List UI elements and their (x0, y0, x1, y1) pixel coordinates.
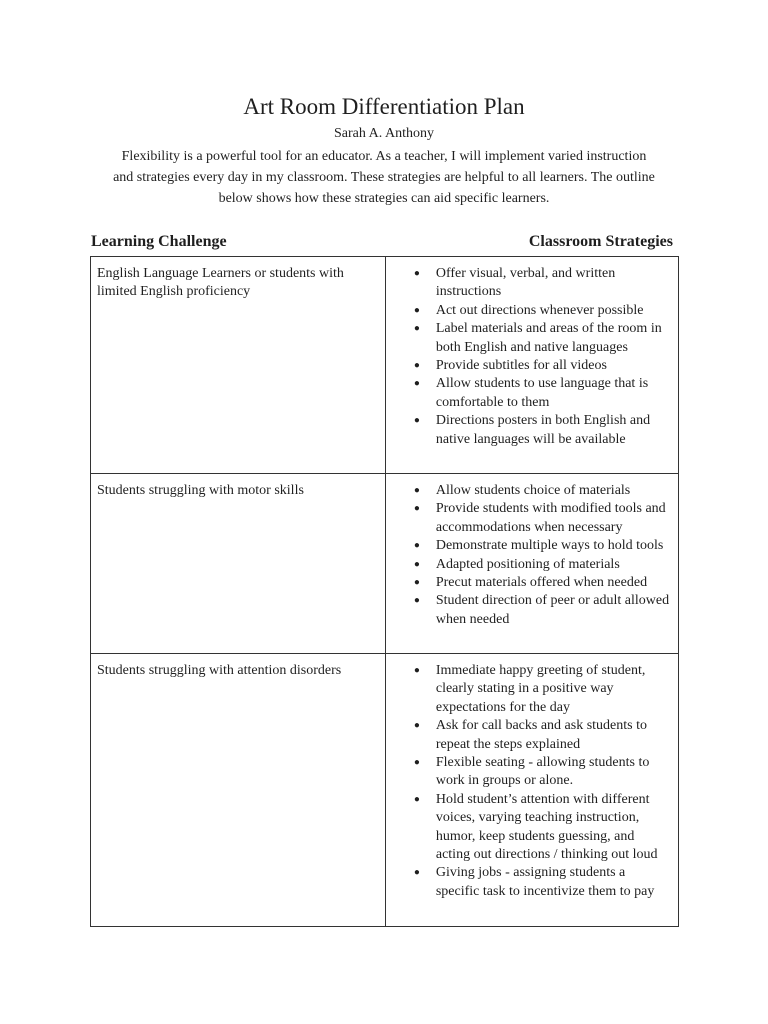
list-item (413, 357, 672, 375)
strategy-text: Offer visual, verbal, and written instructions (435, 266, 616, 300)
strategy-text: Directions posters in both English and native languages will be available (435, 413, 651, 447)
strategy-text: Precut materials offered when needed (435, 575, 648, 591)
bullet-icon: ● (413, 793, 420, 805)
strategy-list (386, 265, 672, 449)
challenge-cell (91, 474, 386, 654)
strategy-text: Immediate happy greeting of student, clearly stating in a positive way expectations for the day (435, 663, 646, 715)
challenge-cell (91, 257, 386, 474)
strategy-list (386, 662, 672, 901)
bullet-icon: ● (413, 378, 420, 390)
list-item (413, 592, 672, 629)
strategy-text: Demonstrate multiple ways to hold tools (435, 538, 664, 554)
list-item (413, 375, 672, 412)
table-row (91, 257, 679, 474)
bullet-icon: ● (413, 595, 420, 607)
learning-challenge-heading: Learning Challenge (91, 233, 227, 250)
bullet-icon: ● (413, 415, 420, 427)
list-item (413, 265, 672, 302)
challenge-text: Students struggling with attention disorders (97, 663, 342, 678)
strategy-text: Act out directions whenever possible (435, 302, 644, 318)
strategy-text: Allow students to use language that is comfortable to them (435, 376, 649, 410)
list-item (413, 320, 672, 357)
intro-line: Flexibility is a powerful tool for an educator. As a teacher, I will implement varied instruction (121, 149, 647, 164)
list-item (413, 482, 672, 500)
strategies-cell (385, 257, 678, 474)
page-title: Art Room Differentiation Plan (243, 94, 525, 119)
bullet-icon: ● (413, 665, 420, 676)
strategies-cell (385, 654, 678, 927)
intro-paragraph (84, 146, 684, 209)
strategies-cell (385, 474, 678, 654)
strategy-text: Provide subtitles for all videos (435, 358, 607, 374)
bullet-icon: ● (413, 757, 420, 769)
table-row (91, 654, 679, 927)
list-item (413, 556, 672, 574)
strategy-list (386, 482, 672, 629)
challenge-text: Students struggling with motor skills (97, 483, 304, 498)
differentiation-table (90, 256, 679, 927)
strategy-text: Allow students choice of materials (435, 483, 631, 498)
strategy-text: Giving jobs - assigning students a specific task to incentivize them to pay (435, 865, 655, 899)
bullet-icon: ● (413, 485, 420, 496)
list-item (413, 754, 672, 791)
bullet-icon: ● (413, 558, 420, 570)
bullet-icon: ● (413, 540, 420, 552)
bullet-icon: ● (413, 503, 420, 515)
author-name: Sarah A. Anthony (334, 126, 434, 141)
list-item (413, 412, 672, 449)
bullet-icon: ● (413, 268, 420, 279)
list-item (413, 500, 672, 537)
bullet-icon: ● (413, 867, 420, 879)
bullet-icon: ● (413, 360, 420, 372)
strategy-text: Ask for call backs and ask students to repeat the steps explained (435, 718, 647, 752)
strategy-text: Student direction of peer or adult allowed when needed (435, 593, 670, 627)
challenge-text: English Language Learners or students with limited English proficiency (97, 266, 344, 300)
list-item (413, 662, 672, 717)
bullet-icon: ● (413, 304, 420, 316)
strategy-text: Label materials and areas of the room in both English and native languages (435, 321, 662, 355)
intro-line: and strategies every day in my classroom. These strategies are helpful to all learners. The outline (113, 170, 655, 185)
challenge-cell (91, 654, 386, 927)
list-item (413, 791, 672, 865)
strategy-text: Adapted positioning of materials (435, 556, 620, 572)
table-row (91, 474, 679, 654)
bullet-icon: ● (413, 577, 420, 589)
list-item (413, 302, 672, 320)
strategy-text: Flexible seating - allowing students to work in groups or alone. (435, 755, 650, 789)
strategy-text: Hold student’s attention with different voices, varying teaching instruction, humor, keep students guessing, and acting out directions / thinking out loud (435, 791, 658, 863)
list-item (413, 717, 672, 754)
strategy-text: Provide students with modified tools and accommodations when necessary (435, 501, 666, 535)
list-item (413, 864, 672, 901)
list-item (413, 537, 672, 555)
bullet-icon: ● (413, 720, 420, 732)
classroom-strategies-heading: Classroom Strategies (528, 233, 673, 250)
bullet-icon: ● (413, 323, 420, 335)
intro-line: below shows how these strategies can aid specific learners. (218, 191, 550, 206)
list-item (413, 574, 672, 592)
